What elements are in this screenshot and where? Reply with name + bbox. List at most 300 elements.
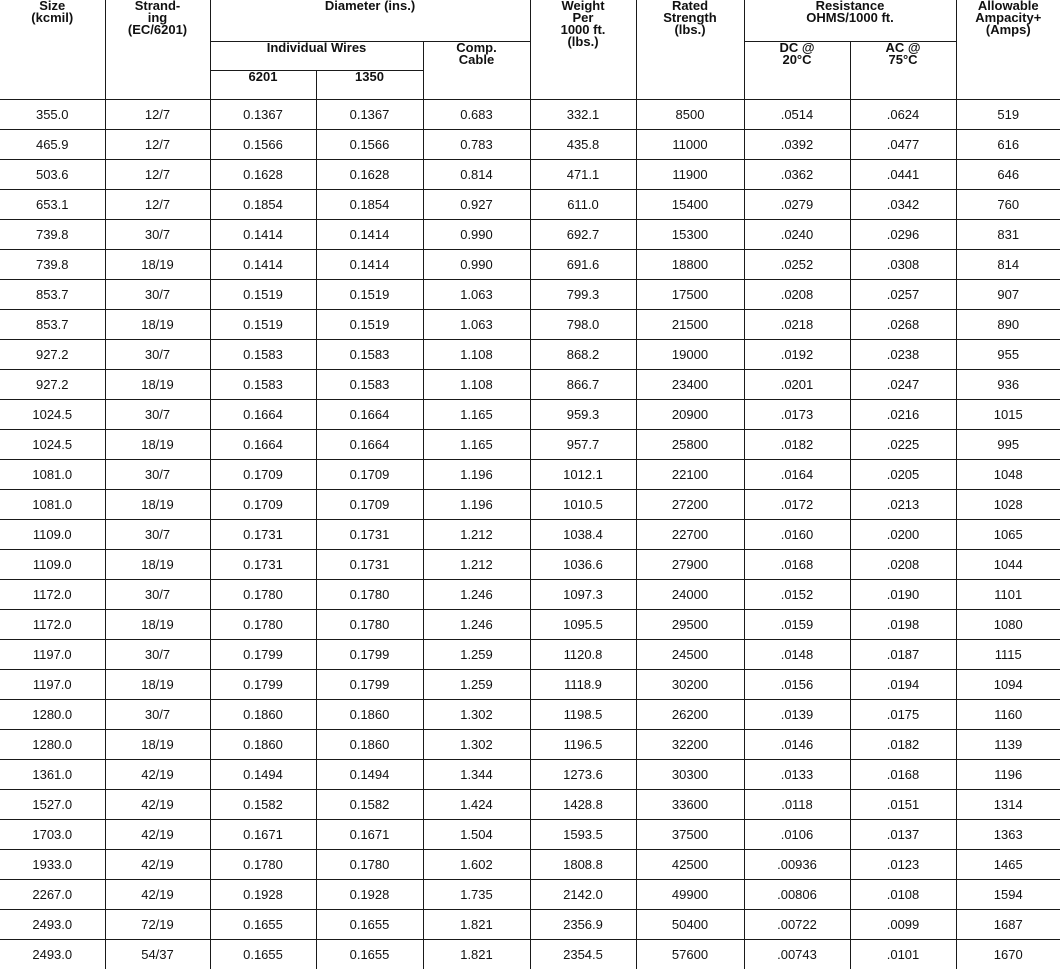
weight-cell: 2354.5 bbox=[530, 939, 636, 969]
table-row bbox=[0, 399, 1060, 429]
ac-resistance-cell: .0101 bbox=[850, 939, 956, 969]
stranding-cell: 18/19 bbox=[105, 489, 210, 519]
wire-1350-cell: 0.1731 bbox=[316, 519, 423, 549]
wire-1350-cell: 0.1780 bbox=[316, 849, 423, 879]
dc-resistance-cell: .00722 bbox=[744, 909, 850, 939]
rated-strength-cell: 30200 bbox=[636, 669, 744, 699]
table-row bbox=[0, 99, 1060, 129]
header-wire-6201: 6201 bbox=[210, 70, 316, 99]
rated-strength-cell: 17500 bbox=[636, 279, 744, 309]
rated-strength-cell: 24500 bbox=[636, 639, 744, 669]
wire-1350-cell: 0.1799 bbox=[316, 669, 423, 699]
ac-resistance-cell: .0099 bbox=[850, 909, 956, 939]
table-row bbox=[0, 189, 1060, 219]
ac-resistance-cell: .0268 bbox=[850, 309, 956, 339]
size-cell: 927.2 bbox=[0, 339, 105, 369]
stranding-cell: 12/7 bbox=[105, 129, 210, 159]
wire-6201-cell: 0.1519 bbox=[210, 309, 316, 339]
dc-resistance-cell: .0172 bbox=[744, 489, 850, 519]
weight-cell: 691.6 bbox=[530, 249, 636, 279]
wire-6201-cell: 0.1583 bbox=[210, 339, 316, 369]
rated-strength-cell: 18800 bbox=[636, 249, 744, 279]
rated-strength-cell: 27900 bbox=[636, 549, 744, 579]
comp-cable-cell: 1.424 bbox=[423, 789, 530, 819]
wire-1350-cell: 0.1664 bbox=[316, 429, 423, 459]
ac-resistance-cell: .0441 bbox=[850, 159, 956, 189]
size-cell: 853.7 bbox=[0, 309, 105, 339]
table-row bbox=[0, 849, 1060, 879]
stranding-cell: 30/7 bbox=[105, 699, 210, 729]
ac-resistance-cell: .0190 bbox=[850, 579, 956, 609]
wire-1350-cell: 0.1583 bbox=[316, 369, 423, 399]
wire-6201-cell: 0.1583 bbox=[210, 369, 316, 399]
wire-6201-cell: 0.1367 bbox=[210, 99, 316, 129]
size-cell: 739.8 bbox=[0, 219, 105, 249]
comp-cable-cell: 1.108 bbox=[423, 369, 530, 399]
header-resistance: Resistance OHMS/1000 ft. bbox=[744, 0, 956, 41]
rated-strength-cell: 57600 bbox=[636, 939, 744, 969]
comp-cable-cell: 1.302 bbox=[423, 699, 530, 729]
ampacity-cell: 1015 bbox=[956, 399, 1060, 429]
ac-resistance-cell: .0257 bbox=[850, 279, 956, 309]
dc-resistance-cell: .0156 bbox=[744, 669, 850, 699]
weight-cell: 1095.5 bbox=[530, 609, 636, 639]
header-stranding: Strand- ing (EC/6201) bbox=[105, 0, 210, 99]
dc-resistance-cell: .0182 bbox=[744, 429, 850, 459]
weight-cell: 1273.6 bbox=[530, 759, 636, 789]
stranding-cell: 18/19 bbox=[105, 249, 210, 279]
rated-strength-cell: 33600 bbox=[636, 789, 744, 819]
comp-cable-cell: 1.212 bbox=[423, 519, 530, 549]
weight-cell: 798.0 bbox=[530, 309, 636, 339]
wire-1350-cell: 0.1414 bbox=[316, 219, 423, 249]
size-cell: 1703.0 bbox=[0, 819, 105, 849]
ampacity-cell: 1670 bbox=[956, 939, 1060, 969]
weight-cell: 1012.1 bbox=[530, 459, 636, 489]
wire-6201-cell: 0.1414 bbox=[210, 219, 316, 249]
comp-cable-cell: 1.165 bbox=[423, 399, 530, 429]
wire-6201-cell: 0.1664 bbox=[210, 429, 316, 459]
comp-cable-cell: 1.602 bbox=[423, 849, 530, 879]
comp-cable-cell: 1.063 bbox=[423, 309, 530, 339]
ampacity-cell: 995 bbox=[956, 429, 1060, 459]
rated-strength-cell: 11900 bbox=[636, 159, 744, 189]
wire-6201-cell: 0.1860 bbox=[210, 729, 316, 759]
rated-strength-cell: 37500 bbox=[636, 819, 744, 849]
ampacity-cell: 1363 bbox=[956, 819, 1060, 849]
ac-resistance-cell: .0194 bbox=[850, 669, 956, 699]
size-cell: 853.7 bbox=[0, 279, 105, 309]
size-cell: 1527.0 bbox=[0, 789, 105, 819]
header-diameter: Diameter (ins.) bbox=[210, 0, 530, 41]
table-row bbox=[0, 339, 1060, 369]
ac-resistance-cell: .0296 bbox=[850, 219, 956, 249]
wire-6201-cell: 0.1731 bbox=[210, 549, 316, 579]
stranding-cell: 42/19 bbox=[105, 849, 210, 879]
wire-6201-cell: 0.1566 bbox=[210, 129, 316, 159]
weight-cell: 799.3 bbox=[530, 279, 636, 309]
rated-strength-cell: 49900 bbox=[636, 879, 744, 909]
comp-cable-cell: 1.302 bbox=[423, 729, 530, 759]
ampacity-cell: 1044 bbox=[956, 549, 1060, 579]
wire-6201-cell: 0.1709 bbox=[210, 489, 316, 519]
size-cell: 2267.0 bbox=[0, 879, 105, 909]
size-cell: 1172.0 bbox=[0, 609, 105, 639]
dc-resistance-cell: .0152 bbox=[744, 579, 850, 609]
ac-resistance-cell: .0182 bbox=[850, 729, 956, 759]
comp-cable-cell: 1.196 bbox=[423, 489, 530, 519]
table-row bbox=[0, 699, 1060, 729]
weight-cell: 1118.9 bbox=[530, 669, 636, 699]
header-size: Size (kcmil) bbox=[0, 0, 105, 99]
ac-resistance-cell: .0108 bbox=[850, 879, 956, 909]
table-row bbox=[0, 879, 1060, 909]
ac-resistance-cell: .0213 bbox=[850, 489, 956, 519]
header-dc-20c: DC @ 20°C bbox=[744, 41, 850, 99]
wire-1350-cell: 0.1799 bbox=[316, 639, 423, 669]
weight-cell: 692.7 bbox=[530, 219, 636, 249]
dc-resistance-cell: .0279 bbox=[744, 189, 850, 219]
wire-6201-cell: 0.1731 bbox=[210, 519, 316, 549]
ac-resistance-cell: .0151 bbox=[850, 789, 956, 819]
table-row bbox=[0, 219, 1060, 249]
dc-resistance-cell: .0201 bbox=[744, 369, 850, 399]
rated-strength-cell: 15300 bbox=[636, 219, 744, 249]
header-wire-1350: 1350 bbox=[316, 70, 423, 99]
table-row bbox=[0, 819, 1060, 849]
header-individual-wires: Individual Wires bbox=[210, 41, 423, 70]
dc-resistance-cell: .0362 bbox=[744, 159, 850, 189]
ac-resistance-cell: .0247 bbox=[850, 369, 956, 399]
ampacity-cell: 936 bbox=[956, 369, 1060, 399]
table-body bbox=[0, 99, 1060, 969]
size-cell: 1933.0 bbox=[0, 849, 105, 879]
ampacity-cell: 907 bbox=[956, 279, 1060, 309]
size-cell: 1361.0 bbox=[0, 759, 105, 789]
dc-resistance-cell: .0164 bbox=[744, 459, 850, 489]
dc-resistance-cell: .00806 bbox=[744, 879, 850, 909]
stranding-cell: 30/7 bbox=[105, 339, 210, 369]
size-cell: 503.6 bbox=[0, 159, 105, 189]
table-header bbox=[0, 0, 1060, 99]
stranding-cell: 30/7 bbox=[105, 399, 210, 429]
table-row bbox=[0, 429, 1060, 459]
wire-1350-cell: 0.1494 bbox=[316, 759, 423, 789]
weight-cell: 435.8 bbox=[530, 129, 636, 159]
table-row bbox=[0, 939, 1060, 969]
stranding-cell: 30/7 bbox=[105, 459, 210, 489]
wire-1350-cell: 0.1780 bbox=[316, 579, 423, 609]
dc-resistance-cell: .0240 bbox=[744, 219, 850, 249]
table-row bbox=[0, 159, 1060, 189]
comp-cable-cell: 0.783 bbox=[423, 129, 530, 159]
ampacity-cell: 616 bbox=[956, 129, 1060, 159]
dc-resistance-cell: .0139 bbox=[744, 699, 850, 729]
ac-resistance-cell: .0205 bbox=[850, 459, 956, 489]
stranding-cell: 18/19 bbox=[105, 669, 210, 699]
ampacity-cell: 814 bbox=[956, 249, 1060, 279]
wire-1350-cell: 0.1582 bbox=[316, 789, 423, 819]
dc-resistance-cell: .0160 bbox=[744, 519, 850, 549]
ac-resistance-cell: .0308 bbox=[850, 249, 956, 279]
size-cell: 1280.0 bbox=[0, 699, 105, 729]
rated-strength-cell: 25800 bbox=[636, 429, 744, 459]
weight-cell: 1808.8 bbox=[530, 849, 636, 879]
weight-cell: 1038.4 bbox=[530, 519, 636, 549]
comp-cable-cell: 1.246 bbox=[423, 579, 530, 609]
size-cell: 739.8 bbox=[0, 249, 105, 279]
ac-resistance-cell: .0168 bbox=[850, 759, 956, 789]
wire-6201-cell: 0.1655 bbox=[210, 909, 316, 939]
ampacity-cell: 1101 bbox=[956, 579, 1060, 609]
ampacity-cell: 646 bbox=[956, 159, 1060, 189]
header-rated-strength: Rated Strength (lbs.) bbox=[636, 0, 744, 99]
weight-cell: 1428.8 bbox=[530, 789, 636, 819]
stranding-cell: 18/19 bbox=[105, 609, 210, 639]
wire-1350-cell: 0.1655 bbox=[316, 909, 423, 939]
ampacity-cell: 1065 bbox=[956, 519, 1060, 549]
dc-resistance-cell: .00743 bbox=[744, 939, 850, 969]
dc-resistance-cell: .0159 bbox=[744, 609, 850, 639]
rated-strength-cell: 29500 bbox=[636, 609, 744, 639]
ac-resistance-cell: .0477 bbox=[850, 129, 956, 159]
wire-6201-cell: 0.1628 bbox=[210, 159, 316, 189]
size-cell: 1172.0 bbox=[0, 579, 105, 609]
stranding-cell: 30/7 bbox=[105, 219, 210, 249]
size-cell: 1280.0 bbox=[0, 729, 105, 759]
ac-resistance-cell: .0238 bbox=[850, 339, 956, 369]
size-cell: 1197.0 bbox=[0, 639, 105, 669]
stranding-cell: 18/19 bbox=[105, 729, 210, 759]
table-row bbox=[0, 789, 1060, 819]
wire-1350-cell: 0.1664 bbox=[316, 399, 423, 429]
comp-cable-cell: 1.165 bbox=[423, 429, 530, 459]
wire-1350-cell: 0.1519 bbox=[316, 279, 423, 309]
weight-cell: 332.1 bbox=[530, 99, 636, 129]
wire-6201-cell: 0.1655 bbox=[210, 939, 316, 969]
ac-resistance-cell: .0198 bbox=[850, 609, 956, 639]
weight-cell: 1120.8 bbox=[530, 639, 636, 669]
comp-cable-cell: 0.683 bbox=[423, 99, 530, 129]
stranding-cell: 12/7 bbox=[105, 159, 210, 189]
size-cell: 653.1 bbox=[0, 189, 105, 219]
ampacity-cell: 890 bbox=[956, 309, 1060, 339]
ampacity-cell: 1094 bbox=[956, 669, 1060, 699]
wire-6201-cell: 0.1928 bbox=[210, 879, 316, 909]
table-row bbox=[0, 489, 1060, 519]
ac-resistance-cell: .0200 bbox=[850, 519, 956, 549]
ampacity-cell: 519 bbox=[956, 99, 1060, 129]
weight-cell: 868.2 bbox=[530, 339, 636, 369]
comp-cable-cell: 1.212 bbox=[423, 549, 530, 579]
dc-resistance-cell: .00936 bbox=[744, 849, 850, 879]
stranding-cell: 54/37 bbox=[105, 939, 210, 969]
stranding-cell: 18/19 bbox=[105, 549, 210, 579]
wire-6201-cell: 0.1854 bbox=[210, 189, 316, 219]
size-cell: 1081.0 bbox=[0, 489, 105, 519]
table-row bbox=[0, 309, 1060, 339]
size-cell: 1109.0 bbox=[0, 519, 105, 549]
wire-1350-cell: 0.1709 bbox=[316, 489, 423, 519]
size-cell: 1024.5 bbox=[0, 429, 105, 459]
ampacity-cell: 831 bbox=[956, 219, 1060, 249]
comp-cable-cell: 1.344 bbox=[423, 759, 530, 789]
comp-cable-cell: 1.735 bbox=[423, 879, 530, 909]
ampacity-cell: 955 bbox=[956, 339, 1060, 369]
ac-resistance-cell: .0225 bbox=[850, 429, 956, 459]
rated-strength-cell: 26200 bbox=[636, 699, 744, 729]
ampacity-cell: 1687 bbox=[956, 909, 1060, 939]
stranding-cell: 42/19 bbox=[105, 879, 210, 909]
dc-resistance-cell: .0148 bbox=[744, 639, 850, 669]
ampacity-cell: 1196 bbox=[956, 759, 1060, 789]
size-cell: 1197.0 bbox=[0, 669, 105, 699]
weight-cell: 1036.6 bbox=[530, 549, 636, 579]
wire-1350-cell: 0.1854 bbox=[316, 189, 423, 219]
dc-resistance-cell: .0392 bbox=[744, 129, 850, 159]
wire-6201-cell: 0.1799 bbox=[210, 639, 316, 669]
wire-1350-cell: 0.1928 bbox=[316, 879, 423, 909]
table-row bbox=[0, 129, 1060, 159]
comp-cable-cell: 1.196 bbox=[423, 459, 530, 489]
ac-resistance-cell: .0187 bbox=[850, 639, 956, 669]
comp-cable-cell: 1.108 bbox=[423, 339, 530, 369]
stranding-cell: 30/7 bbox=[105, 579, 210, 609]
stranding-cell: 18/19 bbox=[105, 309, 210, 339]
size-cell: 355.0 bbox=[0, 99, 105, 129]
ac-resistance-cell: .0137 bbox=[850, 819, 956, 849]
stranding-cell: 30/7 bbox=[105, 519, 210, 549]
dc-resistance-cell: .0106 bbox=[744, 819, 850, 849]
weight-cell: 1593.5 bbox=[530, 819, 636, 849]
dc-resistance-cell: .0146 bbox=[744, 729, 850, 759]
ampacity-cell: 1028 bbox=[956, 489, 1060, 519]
wire-6201-cell: 0.1799 bbox=[210, 669, 316, 699]
header-comp-cable: Comp. Cable bbox=[423, 41, 530, 99]
size-cell: 2493.0 bbox=[0, 909, 105, 939]
size-cell: 465.9 bbox=[0, 129, 105, 159]
ac-resistance-cell: .0216 bbox=[850, 399, 956, 429]
ac-resistance-cell: .0624 bbox=[850, 99, 956, 129]
size-cell: 1024.5 bbox=[0, 399, 105, 429]
table-row bbox=[0, 279, 1060, 309]
dc-resistance-cell: .0133 bbox=[744, 759, 850, 789]
header-ampacity: Allowable Ampacity+ (Amps) bbox=[956, 0, 1060, 99]
wire-6201-cell: 0.1414 bbox=[210, 249, 316, 279]
dc-resistance-cell: .0173 bbox=[744, 399, 850, 429]
rated-strength-cell: 11000 bbox=[636, 129, 744, 159]
dc-resistance-cell: .0218 bbox=[744, 309, 850, 339]
wire-6201-cell: 0.1582 bbox=[210, 789, 316, 819]
wire-6201-cell: 0.1519 bbox=[210, 279, 316, 309]
stranding-cell: 30/7 bbox=[105, 639, 210, 669]
ampacity-cell: 760 bbox=[956, 189, 1060, 219]
wire-6201-cell: 0.1860 bbox=[210, 699, 316, 729]
comp-cable-cell: 1.504 bbox=[423, 819, 530, 849]
ampacity-cell: 1314 bbox=[956, 789, 1060, 819]
comp-cable-cell: 0.927 bbox=[423, 189, 530, 219]
ampacity-cell: 1080 bbox=[956, 609, 1060, 639]
wire-1350-cell: 0.1671 bbox=[316, 819, 423, 849]
wire-1350-cell: 0.1780 bbox=[316, 609, 423, 639]
table-row bbox=[0, 579, 1060, 609]
wire-1350-cell: 0.1367 bbox=[316, 99, 423, 129]
weight-cell: 959.3 bbox=[530, 399, 636, 429]
wire-6201-cell: 0.1780 bbox=[210, 579, 316, 609]
weight-cell: 611.0 bbox=[530, 189, 636, 219]
wire-1350-cell: 0.1566 bbox=[316, 129, 423, 159]
stranding-cell: 12/7 bbox=[105, 99, 210, 129]
weight-cell: 1097.3 bbox=[530, 579, 636, 609]
dc-resistance-cell: .0168 bbox=[744, 549, 850, 579]
stranding-cell: 42/19 bbox=[105, 759, 210, 789]
rated-strength-cell: 42500 bbox=[636, 849, 744, 879]
weight-cell: 1196.5 bbox=[530, 729, 636, 759]
ac-resistance-cell: .0208 bbox=[850, 549, 956, 579]
rated-strength-cell: 20900 bbox=[636, 399, 744, 429]
table-row bbox=[0, 909, 1060, 939]
ac-resistance-cell: .0123 bbox=[850, 849, 956, 879]
wire-1350-cell: 0.1519 bbox=[316, 309, 423, 339]
wire-1350-cell: 0.1414 bbox=[316, 249, 423, 279]
ac-resistance-cell: .0342 bbox=[850, 189, 956, 219]
dc-resistance-cell: .0208 bbox=[744, 279, 850, 309]
weight-cell: 471.1 bbox=[530, 159, 636, 189]
weight-cell: 866.7 bbox=[530, 369, 636, 399]
size-cell: 927.2 bbox=[0, 369, 105, 399]
comp-cable-cell: 1.259 bbox=[423, 639, 530, 669]
comp-cable-cell: 1.259 bbox=[423, 669, 530, 699]
wire-1350-cell: 0.1860 bbox=[316, 729, 423, 759]
ampacity-cell: 1594 bbox=[956, 879, 1060, 909]
rated-strength-cell: 22100 bbox=[636, 459, 744, 489]
rated-strength-cell: 22700 bbox=[636, 519, 744, 549]
wire-1350-cell: 0.1860 bbox=[316, 699, 423, 729]
table-row bbox=[0, 759, 1060, 789]
wire-6201-cell: 0.1494 bbox=[210, 759, 316, 789]
dc-resistance-cell: .0192 bbox=[744, 339, 850, 369]
table-row bbox=[0, 609, 1060, 639]
size-cell: 1081.0 bbox=[0, 459, 105, 489]
wire-1350-cell: 0.1583 bbox=[316, 339, 423, 369]
wire-1350-cell: 0.1731 bbox=[316, 549, 423, 579]
stranding-cell: 72/19 bbox=[105, 909, 210, 939]
wire-1350-cell: 0.1709 bbox=[316, 459, 423, 489]
comp-cable-cell: 0.814 bbox=[423, 159, 530, 189]
comp-cable-cell: 1.821 bbox=[423, 939, 530, 969]
size-cell: 1109.0 bbox=[0, 549, 105, 579]
ampacity-cell: 1160 bbox=[956, 699, 1060, 729]
header-ac-75c: AC @ 75°C bbox=[850, 41, 956, 99]
table-row bbox=[0, 459, 1060, 489]
ampacity-cell: 1139 bbox=[956, 729, 1060, 759]
rated-strength-cell: 15400 bbox=[636, 189, 744, 219]
wire-1350-cell: 0.1655 bbox=[316, 939, 423, 969]
rated-strength-cell: 23400 bbox=[636, 369, 744, 399]
stranding-cell: 42/19 bbox=[105, 789, 210, 819]
wire-6201-cell: 0.1780 bbox=[210, 609, 316, 639]
comp-cable-cell: 1.821 bbox=[423, 909, 530, 939]
header-weight: Weight Per 1000 ft. (lbs.) bbox=[530, 0, 636, 99]
rated-strength-cell: 19000 bbox=[636, 339, 744, 369]
rated-strength-cell: 50400 bbox=[636, 909, 744, 939]
wire-6201-cell: 0.1671 bbox=[210, 819, 316, 849]
table-row bbox=[0, 249, 1060, 279]
stranding-cell: 18/19 bbox=[105, 369, 210, 399]
dc-resistance-cell: .0514 bbox=[744, 99, 850, 129]
wire-6201-cell: 0.1664 bbox=[210, 399, 316, 429]
weight-cell: 2142.0 bbox=[530, 879, 636, 909]
